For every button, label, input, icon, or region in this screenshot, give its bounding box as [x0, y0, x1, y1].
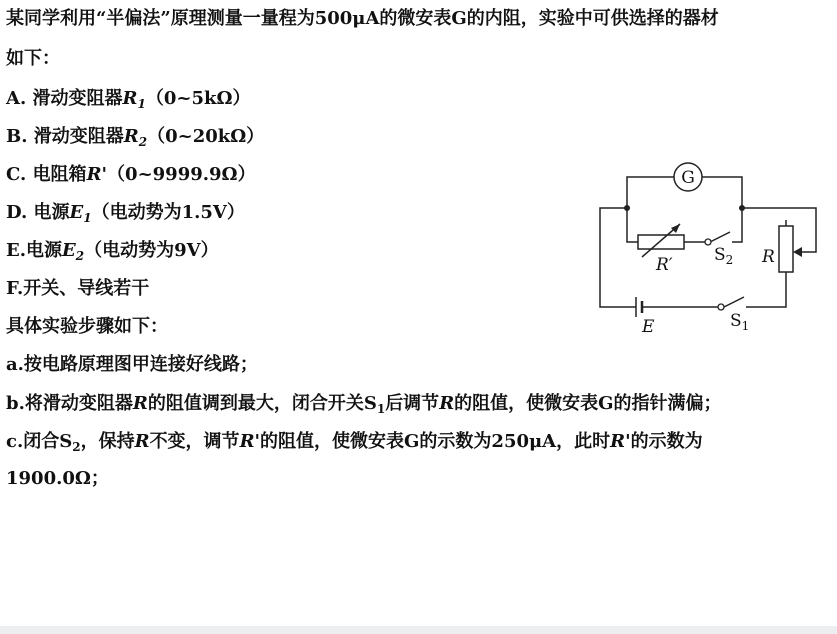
wire-g-left: [627, 177, 674, 208]
wire-left-outer: [600, 208, 636, 307]
step-a: a.按电路原理图甲连接好线路；: [6, 354, 258, 375]
battery-label: E: [642, 317, 655, 337]
step-c: c.闭合$S_2$，保持R不变，调节R'的阻值，使微安表G的示数为250μA，此时R'的示数为: [6, 431, 703, 454]
option-f: F.开关、导线若干: [6, 278, 150, 299]
switch-s2-blade: [710, 232, 730, 242]
step-c-line-2: 1900.0Ω；: [6, 468, 109, 489]
step-b: b.将滑动变阻器R的阻值调到最大，闭合开关$S_1$后调节R的阻值，使微安表G的指针满偏；: [6, 393, 722, 416]
wire-rbox-left: [627, 208, 638, 242]
resistance-box-arrow-head: [671, 224, 680, 233]
wire-s1-rheostat: [746, 272, 786, 307]
option-a: A. 滑动变阻器$R_1(0\sim 5k\Omega)$: [6, 88, 251, 111]
rheostat-label: R: [762, 247, 775, 267]
galvanometer-label: G: [681, 168, 695, 188]
resistance-box-symbol: [638, 235, 684, 249]
bottom-scroll-strip: [0, 626, 837, 634]
steps-heading: 具体实验步骤如下：: [6, 316, 168, 337]
resistance-box-label: R′: [656, 255, 673, 275]
switch-s1-pivot: [718, 304, 724, 310]
junction-right: [739, 205, 745, 211]
option-e: E.电源$E_2$（电动势为9V）: [6, 240, 219, 263]
circuit-diagram: [590, 160, 826, 340]
switch-s2-pivot: [705, 239, 711, 245]
switch-s1-blade: [724, 297, 744, 307]
junction-left: [624, 205, 630, 211]
option-b: B. 滑动变阻器$R_2(0\sim 20k\Omega)$: [6, 126, 265, 149]
rheostat-symbol: [779, 226, 793, 272]
intro-line-1: 某同学利用“半偏法”原理测量一量程为500μA的微安表G的内阻，实验中可供选择的器材: [6, 8, 719, 29]
wire-g-right: [702, 177, 742, 208]
switch-s2-label: $S_2$: [714, 245, 734, 267]
intro-line-2: 如下：: [6, 48, 60, 69]
option-d: D. 电源$E_1$（电动势为1.5V）: [6, 202, 245, 225]
wire-s2-right: [732, 208, 742, 242]
switch-s1-label: $S_1$: [730, 311, 750, 333]
option-c: C. 电阻箱R'（0~9999.9Ω）: [6, 164, 256, 185]
rheostat-slider-arrow: [793, 247, 802, 257]
